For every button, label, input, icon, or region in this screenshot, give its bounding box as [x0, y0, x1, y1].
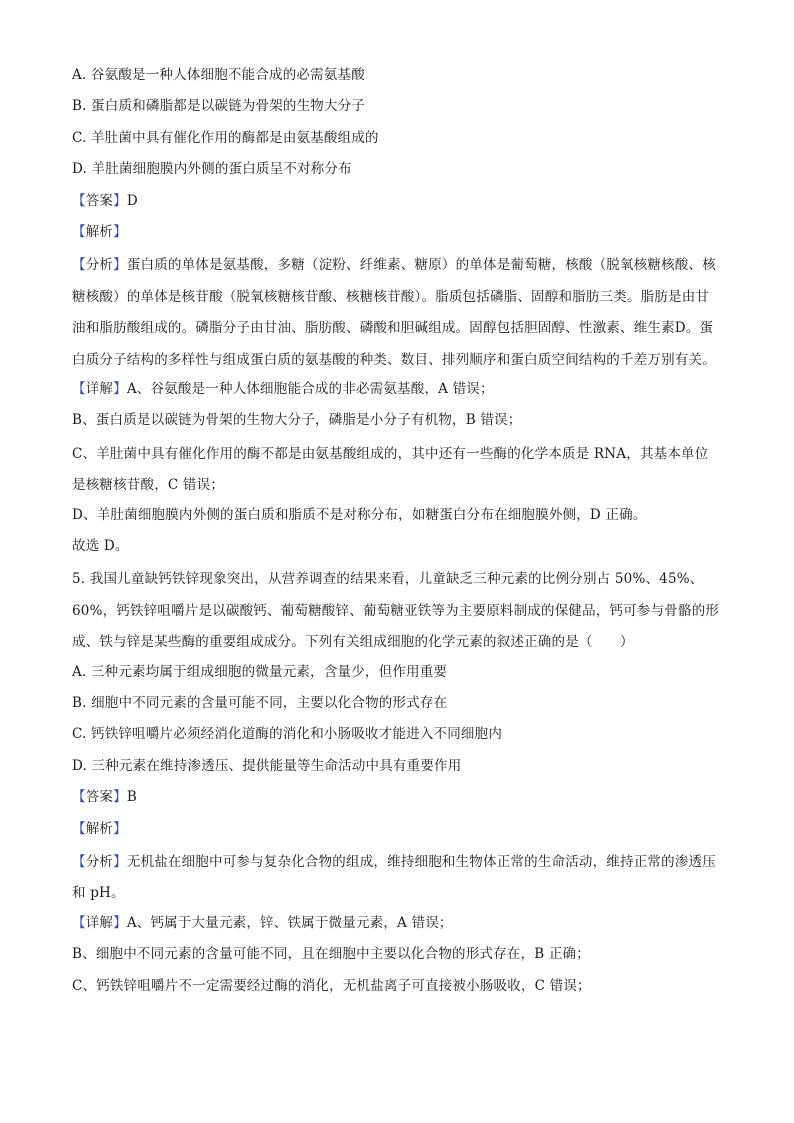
jiexi-tag: 解析 — [85, 820, 114, 837]
bracket-open: 【 — [72, 853, 86, 870]
q4-jiexi-heading — [72, 219, 722, 250]
bracket-close: 】 — [113, 223, 127, 240]
q4-xiangjie-d: D、羊肚菌细胞膜内外侧的蛋白质和脂质不是对称分布，如糖蛋白分布在细胞膜外侧，D 正确。 — [72, 506, 647, 523]
q4-option-c: C. 羊肚菌中具有催化作用的酶都是由氨基酸组成的 — [72, 129, 379, 146]
bracket-close: 】 — [113, 380, 127, 397]
xiangjie-tag: 详解 — [85, 914, 114, 931]
q4-conclusion: 故选 D。 — [72, 537, 129, 554]
q4-option-a: A. 谷氨酸是一种人体细胞不能合成的必需氨基酸 — [72, 67, 365, 83]
answer-value: D — [126, 192, 138, 209]
xiangjie-text: A、谷氨酸是一种人体细胞能合成的非必需氨基酸，A 错误； — [126, 380, 494, 397]
bracket-close: 】 — [113, 257, 127, 274]
q5-option-d: D. 三种元素在维持渗透压、提供能量等生命活动中具有重要作用 — [72, 757, 462, 774]
answer-value: B — [126, 789, 137, 806]
q5-jiexi-heading — [72, 816, 722, 847]
q4-option-d: D. 羊肚菌细胞膜内外侧的蛋白质呈不对称分布 — [72, 161, 352, 178]
fenxi-text: 无机盐在细胞中可参与复杂化合物的组成，维持细胞和生物体正常的生命活动，维持正常的渗透压和 pH。 — [72, 853, 716, 902]
q4-fenxi — [72, 250, 722, 376]
bracket-open: 【 — [72, 914, 86, 931]
q5-xiangjie-c: C、钙铁锌咀嚼片不一定需要经过酶的消化，无机盐离子可直接被小肠吸收，C 错误； — [72, 977, 591, 994]
q4-xiangjie-c: C、羊肚菌中具有催化作用的酶不都是由氨基酸组成的，其中还有一些酶的化学本质是 RNA，其基本单位是核糖核苷酸，C 错误； — [72, 445, 709, 494]
q5-option-b: B. 细胞中不同元素的含量可能不同，主要以化合物的形式存在 — [72, 694, 448, 711]
fenxi-text: 蛋白质的单体是氨基酸，多糖（淀粉、纤维素、糖原）的单体是葡萄糖，核酸（脱氧核糖核酸、核糖核酸）的单体是核苷酸（脱氧核糖核苷酸、核糖核苷酸）。脂质包括磷脂、固醇和脂肪三类。脂肪是由甘油和脂肪酸组成的。磷脂分子由甘油、脂肪酸、磷酸和胆碱组成。固醇包括胆固醇、性激素、维生素D。蛋白质分子结构的多样性与组成蛋白质的氨基酸的种类、数目、排列顺序和蛋白质空间结构的千差万别有关。 — [72, 257, 716, 368]
q4-answer — [72, 188, 722, 219]
q5-option-c: C. 钙铁锌咀嚼片必须经消化道酶的消化和小肠吸收才能进入不同细胞内 — [72, 726, 503, 743]
bracket-close: 】 — [113, 192, 127, 209]
bracket-open: 【 — [72, 789, 86, 806]
bracket-open: 【 — [72, 192, 86, 209]
xiangjie-tag: 详解 — [85, 380, 114, 397]
answer-tag: 答案 — [85, 192, 114, 209]
q4-xiangjie-a — [72, 376, 722, 407]
q4-xiangjie-b: B、蛋白质是以碳链为骨架的生物大分子，磷脂是小分子有机物，B 错误； — [72, 412, 522, 429]
jiexi-tag: 解析 — [85, 223, 114, 240]
document-page — [72, 62, 722, 1004]
bracket-open: 【 — [72, 223, 86, 240]
q5-answer — [72, 784, 722, 815]
bracket-open: 【 — [72, 820, 86, 837]
bracket-close: 】 — [113, 820, 127, 837]
q5-xiangjie-a — [72, 910, 722, 941]
bracket-close: 】 — [113, 789, 127, 806]
q4-option-b: B. 蛋白质和磷脂都是以碳链为骨架的生物大分子 — [72, 98, 366, 115]
xiangjie-text: A、钙属于大量元素，锌、铁属于微量元素，A 错误； — [126, 914, 453, 931]
q5-xiangjie-b: B、细胞中不同元素的含量可能不同，且在细胞中主要以化合物的形式存在，B 正确； — [72, 946, 590, 963]
bracket-close: 】 — [113, 853, 127, 870]
bracket-open: 【 — [72, 257, 86, 274]
q5-option-a: A. 三种元素均属于组成细胞的微量元素，含量少，但作用重要 — [72, 663, 448, 680]
bracket-close: 】 — [113, 914, 127, 931]
fenxi-tag: 分析 — [85, 257, 114, 274]
q5-stem: 5. 我国儿童缺钙铁锌现象突出，从营养调查的结果来看，儿童缺乏三种元素的比例分别占 50%、45%、60%，钙铁锌咀嚼片是以碳酸钙、葡萄糖酸锌、葡萄糖亚铁等为主要原料制成的保健品，钙可参与骨骼的形成、铁与锌是某些酶的重要组成成分。下列有关组成细胞的化学元素的叙述正确的是（ ） — [72, 571, 720, 651]
bracket-open: 【 — [72, 380, 86, 397]
answer-tag: 答案 — [85, 789, 114, 806]
q5-fenxi — [72, 847, 722, 910]
fenxi-tag: 分析 — [85, 853, 114, 870]
